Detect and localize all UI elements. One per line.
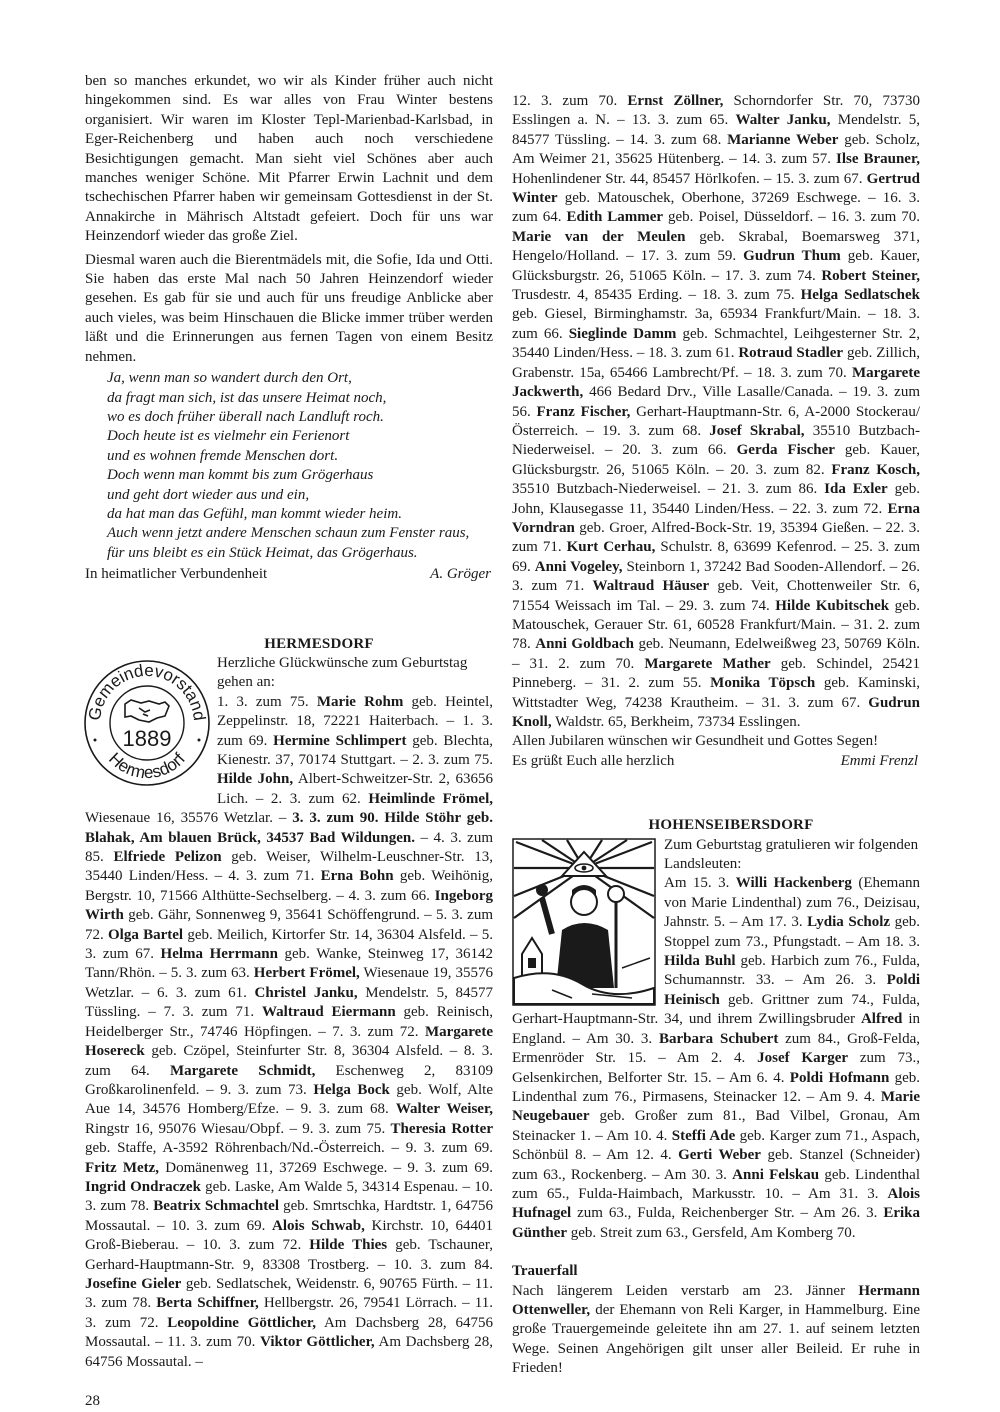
entry-text: geb. Giesel, Birminghamstr. 3a, 65934 Frankfurt/Main. – 18. 3. zum 66. (512, 306, 920, 342)
person-name: Helma Herrmann (160, 946, 278, 963)
right-column (512, 92, 920, 1379)
entry-text: Mendelstr. 5, 84577 Tüssling. – 14. 3. zum 68. (512, 112, 921, 148)
entry-text: in England. – Am 30. 3. (512, 1011, 920, 1047)
entry-text: geb. John, Klausegasse 11, 35440 Linden/Hess. – 22. 3. zum 72. (512, 481, 920, 517)
person-name: Herbert Frömel, (253, 965, 360, 982)
entry-text: geb. Streit zum 63., Gersfeld, Am Komberg 70. (567, 1224, 856, 1241)
person-name: Willi Hackenberg (735, 875, 852, 892)
person-name: Margarete Hosereck (85, 1023, 493, 1060)
entry-text: Nach längerem Leiden verstarb am 23. Jänner (512, 1282, 859, 1299)
section-heading-trauerfall: Trauerfall (512, 1263, 578, 1280)
hermesdorf-intro: Herzliche Glückwünsche zum Geburtstag gehen an: (217, 654, 468, 691)
entry-text: Albert-Schweitzer-Str. 2, 63656 Lich. – 2. 3. zum 62. (217, 771, 493, 807)
hermesdorf-birthday-list (85, 693, 493, 1372)
poem-line: Doch heute ist es vielmehr ein Ferienort (107, 428, 350, 445)
entry-text: geb. Groer, Alfred-Bock-Str. 19, 35394 Gießen. – 22. 3. zum 71. (512, 519, 920, 556)
entry-text: Am 15. 3. (664, 875, 736, 892)
person-name: Margarete Mather (644, 655, 771, 672)
person-name: Rotraud Stadler (738, 345, 844, 362)
page-number: 28 (85, 1393, 100, 1409)
entry-text: Eschenweg 2, 83109 Großkarolinenfeld. – 9. 3. zum 73. (85, 1062, 494, 1098)
person-name: Sieglinde Damm (568, 325, 677, 342)
person-name: Poldi Hofmann (789, 1069, 890, 1086)
person-name: Anni Vogeley, (534, 558, 623, 575)
poem-line: da fragt man sich, ist das unsere Heimat noch, (107, 389, 387, 406)
person-name: Lydia Scholz (807, 914, 891, 931)
person-name: Ingrid Ondraczek (85, 1178, 201, 1195)
section-heading-hohenseibersdorf: HOHENSEIBERSDORF (648, 817, 814, 834)
greeting-author: Emmi Frenzl (840, 752, 918, 769)
person-name: Monika Töpsch (710, 675, 816, 692)
person-name: Theresia Rotter (390, 1120, 493, 1137)
entry-text: geb. Großer zum 81., Bad Vilbel, Gronau, Am Steinacker 1. – Am 10. 4. (512, 1108, 920, 1144)
entry-text: geb. Matouschek, Gerauer Str. 61, 60528 Frankfurt/Main. – 31. 2. zum 78. (512, 597, 920, 653)
person-name: Marianne Weber (727, 131, 839, 148)
entry-text: geb. Matouschek, Oberhone, 37269 Eschwege. – 16. 3. zum 64. (512, 190, 920, 226)
entry-text: geb. Zillich, Grabenstr. 15a, 65466 Lambrecht/Pf. – 18. 3. zum 70. (512, 345, 920, 381)
poem-line: für uns bleibt es ein Stück Heimat, das Grögerhaus. (107, 544, 418, 561)
person-name: Erna Bohn (320, 868, 394, 885)
svg-text:Gemeindevorstand: Gemeindevorstand (84, 660, 210, 722)
entry-text: geb. Laske, Am Walde 5, 34314 Espenau. – 10. 3. zum 78. (85, 1178, 493, 1215)
person-name: Gudrun Knoll, (512, 694, 920, 730)
person-name: Edith Lammer (566, 209, 664, 226)
person-name: Josef Karger (757, 1050, 849, 1067)
person-name: Margarete Jackwerth, (512, 364, 920, 401)
person-name: Fritz Metz, (85, 1159, 160, 1176)
person-name: Hilde Thies (309, 1237, 388, 1254)
entry-text: Gerhart-Hauptmann-Str. 6, A-2000 Stockerau/Österreich. – 19. 3. zum 68. (512, 403, 920, 439)
person-name: Hermann Ottenweller, (512, 1282, 920, 1318)
entry-text: Am Dachsberg 28, 64756 Mossautal. – 11. 3. zum 70. (85, 1314, 493, 1351)
person-name: Beatrix Schmachtel (153, 1198, 280, 1215)
entry-text: der Ehemann von Reli Karger, in Hammelburg. Eine große Trauergemeinde geleitete ihn am 27. 1. auf seinem letzten Wege. Seinen Angehörigen gilt unser aller Beileid. Er ruhe in Frieden! (512, 1301, 920, 1377)
person-name: Gertrud Winter (512, 170, 920, 207)
poem-line: Ja, wenn man so wandert durch den Ort, (107, 370, 352, 387)
person-name: Poldi Heinisch (664, 972, 920, 1008)
entry-text: Mendelstr. 5, 84577 Tüssling. – 7. 3. zum 71. (85, 984, 494, 1021)
poem-line: wo es doch früher überall nach Landluft roch. (107, 408, 384, 425)
person-name: Marie van der Meulen (512, 228, 686, 245)
person-name: Leopoldine Göttlicher, (167, 1314, 316, 1331)
left-column (85, 72, 493, 1411)
person-name: Josef Skrabal, (709, 422, 805, 439)
person-name: Walter Janku, (735, 112, 831, 129)
svg-text:1889: 1889 (122, 725, 172, 751)
person-name: Helga Sedlatschek (800, 287, 920, 304)
birthday-list-continued (512, 92, 920, 732)
person-name: Erna Vorndran (512, 500, 920, 536)
entry-text: Ringstr 16, 95076 Wiesau/Obpf. – 9. 3. zum 75. (85, 1120, 391, 1137)
person-name: Anni Goldbach (535, 636, 634, 653)
person-name: Gudrun Thum (743, 248, 841, 265)
entry-text: geb. Blechta, Kienestr. 37, 70174 Stuttgart. – 2. 3. zum 75. (217, 732, 493, 768)
poem-line: und geht dort wieder aus und ein, (107, 486, 310, 503)
entry-text: Hellbergstr. 26, 79541 Lörrach. – 11. 3. zum 72. (85, 1295, 493, 1331)
person-name: Waltraud Häuser (592, 578, 710, 595)
entry-text: (Ehemann von Marie Lindenthal) zum 76., Deizisau, Jahnstr. 5. – Am 17. 3. (664, 875, 921, 931)
entry-text: geb. Poisel, Düsseldorf. – 16. 3. zum 70. (663, 209, 921, 226)
person-name: Alois Hufnagel (512, 1185, 920, 1222)
person-name: Alois Schwab, (272, 1217, 365, 1234)
gemeindevorstand-stamp-logo (83, 656, 211, 790)
entry-text: – 4. 3. zum 85. (85, 829, 493, 866)
greeting: Es grüßt Euch alle herzlich (512, 752, 675, 769)
entry-text: geb. Sedlatschek, Weidenstr. 6, 90765 Fürth. – 11. 3. zum 78. (85, 1275, 493, 1312)
hohenseibersdorf-section (512, 836, 920, 1244)
signoff (512, 752, 920, 771)
intro-paragraph: Diesmal waren auch die Bierentmädels mit, die Sofie, Ida und Otti. Sie haben das erste Mal nach 50 Jahren Heinzendorf wieder gesehen. Es gab für sie und auch für uns freudige Anblicke aber auch vieles, was beim Hinschauen die Blicke immer trüber werden läßt und die Erinnerungen aus fernen Tagen von einem Besitz nehmen. (85, 251, 493, 365)
person-name: Ingeborg Wirth (85, 887, 493, 924)
entry-text: geb. Weihönig, Bergstr. 10, 71566 Althütte-Sechselberg. – 4. 3. zum 66. (85, 868, 493, 904)
entry-text: geb. Schmachtel, Leihgesterner Str. 2, 35440 Linden/Hess. – 18. 3. zum 61. (512, 325, 920, 362)
author: A. Gröger (430, 566, 491, 583)
person-name: Berta Schiffner, (156, 1295, 259, 1312)
person-name: Alfred (860, 1011, 903, 1028)
entry-text: Steinborn 1, 37242 Bad Sooden-Allendorf. – 26. 3. zum 71. (512, 558, 920, 595)
entry-text: geb. Wolf, Alte Aue 14, 34576 Homberg/Efze. – 9. 3. zum 68. (85, 1081, 494, 1118)
person-name: Hermine Schlimpert (273, 732, 407, 749)
person-name: Marie Rohm (316, 693, 404, 710)
entry-text: geb. Kaminski, Wittstadter Weg, 74238 Krautheim. – 31. 3. zum 67. (512, 675, 920, 711)
person-name: Gerti Weber (678, 1147, 761, 1164)
entry-text: geb. Wanke, Steinweg 17, 36142 Tann/Rhön. – 5. 3. zum 63. (85, 946, 494, 982)
person-name: Olga Bartel (108, 926, 184, 943)
person-name: Kurt Cerhau, (566, 539, 656, 556)
person-name: Franz Kosch, (831, 461, 921, 478)
entry-text: Kirchstr. 10, 64401 Groß-Bieberau. – 10. 3. zum 72. (85, 1217, 493, 1254)
person-name: Heimlinde Frömel, (368, 790, 493, 807)
person-name: Marie Neugebauer (512, 1088, 920, 1125)
person-name: Ida Exler (824, 481, 888, 498)
entry-text: geb. Smrtschka, Hardtstr. 1, 64756 Mossautal. – 10. 3. zum 69. (85, 1198, 494, 1234)
person-name: Elfriede Pelizon (113, 849, 222, 866)
entry-text: geb. Harbich zum 76., Fulda, Schumannstr. 33. – Am 26. 3. (664, 953, 920, 989)
hohenseibersdorf-intro: Zum Geburtstag gratulieren wir folgenden Landsleuten: (664, 836, 919, 873)
person-name: Margarete Schmidt, (170, 1062, 316, 1079)
entry-text: Schulstr. 8, 63699 Kefenrod. – 25. 3. zum 69. (512, 539, 921, 575)
entry-text: Trusdestr. 4, 85435 Erding. – 18. 3. zum 75. (512, 287, 801, 304)
entry-text: Hohenlindener Str. 44, 85457 Hörlkofen. – 15. 3. zum 67. (512, 170, 867, 187)
person-name: Waltraud Eiermann (262, 1004, 396, 1021)
section-heading-hermesdorf: HERMESDORF (264, 635, 374, 652)
poem-line: und es wohnen fremde Menschen dort. (107, 447, 339, 464)
entry-text: Wiesenaue 19, 35576 Wetzlar. – 6. 3. zum 61. (85, 965, 493, 1001)
person-name: Ilse Brauner, (836, 151, 920, 168)
entry-text: zum 63., Fulda, Reichenberger Str. – Am 26. 3. (571, 1205, 884, 1222)
entry-text: 466 Bedard Drv., Ville Lasalle/Canada. – 19. 3. zum 56. (512, 384, 920, 420)
entry-text: geb. Karger zum 71., Aspach, Schönbül 8. – Am 12. 4. (512, 1127, 920, 1164)
entry-text: zum 73., Gelsenkirchen, Belforter Str. 15. – Am 6. 4. (512, 1050, 920, 1086)
intro-paragraph: ben so manches erkundet, wo wir als Kinder früher auch nicht hingekommen sind. Es war alles von Frau Winter bestens organisiert. Wir waren im Kloster Tepl-Marienbad-Karlsbad, in Eger-Reichenberg und haben auch noch verschiedene Besichtigungen gemacht. Man sieht viel Schönes aber auch manches weniger Schöne. Mit Pfarrer Erwin Lachnit und dem tschechischen Pfarrer haben wir gemeinsam Gottesdienst in der St. Annakirche in Mährisch Altstadt gefeiert. Doch für uns war Heinzendorf wieder das große Ziel. (85, 73, 493, 245)
person-name: Viktor Göttlicher, (260, 1334, 375, 1351)
wish-text: Allen Jubilaren wünschen wir Gesundheit und Gottes Segen! (512, 733, 879, 750)
person-name: Barbara Schubert (659, 1030, 779, 1047)
entry-text: geb. Reinisch, Heidelberger Str., 74746 Höpfingen. – 7. 3. zum 72. (85, 1004, 494, 1040)
entry-text: 35510 Butzbach-Niederweisel. – 20. 3. zum 66. (512, 422, 921, 459)
person-name: Hilde John, (217, 771, 294, 788)
handshake-icon (125, 700, 169, 722)
entry-text: geb. Lindenthal zum 76., Pirmasens, Steinacker 12. – Am 9. 4. (512, 1069, 920, 1105)
entry-text: geb. Veit, Chottenweiler Str. 6, 71554 Weissach im Tal. – 29. 3. zum 74. (512, 578, 921, 614)
person-name: Anni Felskau (732, 1166, 820, 1183)
person-name: Robert Steiner, (821, 267, 921, 284)
entry-text: geb. Lindenthal zum 65., Fulda-Haimbach, Markusstr. 10. – Am 31. 3. (512, 1166, 921, 1202)
entry-text: geb. Meilich, Kirtorfer Str. 14, 36304 Alsfeld. – 5. 3. zum 67. (85, 926, 493, 963)
entry-text: geb. Skrabal, Boemarsweg 371, Hengelo/Holland. – 17. 3. zum 59. (512, 228, 920, 265)
entry-text: geb. Gähr, Sonnenweg 9, 35641 Schöffengrund. – 5. 3. zum 72. (85, 907, 493, 943)
entry-text: Waldstr. 65, Berkheim, 73734 Esslingen. (551, 714, 801, 730)
poem-line: da hat man das Gefühl, man kommt wieder heim. (107, 505, 402, 522)
person-name: Christel Janku, (254, 984, 358, 1001)
poem (107, 369, 493, 563)
entry-text: geb. Schindel, 25421 Pinneberg. – 31. 2. zum 55. (512, 655, 920, 692)
person-name: Helga Bock (313, 1081, 390, 1098)
entry-text: 12. 3. zum 70. (512, 93, 628, 109)
svg-text:Hermesdorf: Hermesdorf (105, 748, 189, 783)
signoff (85, 565, 493, 584)
person-name: Josefine Gieler (85, 1275, 182, 1292)
closing: In heimatlicher Verbundenheit (85, 566, 268, 583)
person-name: Steffi Ade (671, 1127, 736, 1144)
entry-text: geb. Weiser, Wilhelm-Leuschner-Str. 13, 35440 Linden/Hess. – 4. 3. zum 71. (85, 849, 494, 885)
entry-text: 35510 Butzbach-Niederweisel. – 21. 3. zum 86. (512, 481, 825, 498)
entry-text: Wiesenaue 16, 35576 Wetzlar. – (85, 810, 293, 827)
entry-text: geb. Grittner zum 74., Fulda, Gerhart-Hauptmann-Str. 34, und ihrem Zwillingsbruder (512, 991, 920, 1028)
entry-text: geb. Czöpel, Steinfurter Str. 8, 36304 Alsfeld. – 8. 3. zum 64. (85, 1043, 493, 1079)
person-name: Gerda Fischer (736, 442, 835, 459)
person-name: Franz Fischer, (536, 403, 631, 420)
entry-text: geb. Kauer, Glücksburgstr. 26, 51065 Köln. – 20. 3. zum 82. (512, 442, 920, 478)
person-name: Hilda Buhl (664, 953, 736, 970)
entry-text: geb. Staffe, A-3592 Röhrenbach/Nd.-Österreich. – 9. 3. zum 69. (85, 1140, 493, 1157)
entry-text: geb. Heintel, Zeppelinstr. 18, 72221 Haiterbach. – 1. 3. zum 69. (217, 693, 494, 749)
person-name: Walter Weiser, (395, 1101, 493, 1118)
entry-text: Domänenweg 11, 37269 Eschwege. – 9. 3. zum 69. (159, 1159, 493, 1176)
poem-line: Auch wenn jetzt andere Menschen schaun zum Fenster raus, (107, 525, 470, 542)
entry-text: 1. 3. zum 75. (217, 693, 317, 710)
entry-text: zum 84., Groß-Felda, Ermenröder Str. 15. – Am 2. 4. (512, 1030, 920, 1067)
entry-text: Schorndorfer Str. 70, 73730 Esslingen a. N. – 13. 3. zum 65. (512, 93, 920, 129)
entry-text: Am Dachsberg 28, 64756 Mossautal. – (85, 1334, 493, 1370)
entry-text: geb. Neumann, Edelweißweg 23, 50769 Köln. – 31. 2. zum 70. (512, 636, 921, 672)
person-name: Hilde Kubitschek (775, 597, 890, 614)
entry-text: geb. Kauer, Glücksburgstr. 26, 51065 Köln. – 17. 3. zum 74. (512, 248, 921, 284)
person-name: Erika Günther (512, 1205, 920, 1241)
entry-text: geb. Stanzel (Schneider) zum 63., Rockenberg. – Am 30. 3. (512, 1147, 920, 1183)
person-name: Ernst Zöllner, (627, 93, 724, 109)
entry-text: geb. Scholz, Am Weimer 21, 35625 Hütenberg. – 14. 3. zum 57. (512, 131, 920, 168)
hermesdorf-section (85, 654, 493, 1372)
entry-text: geb. Tschauner, Gerhard-Hauptmann-Str. 9, 83308 Trostberg. – 10. 3. zum 84. (85, 1237, 493, 1273)
person-name: 3. 3. zum 90. Hilde Stöhr geb. Blahak, Am blauen Brück, 34537 Bad Wildungen. (85, 810, 493, 846)
entry-text: geb. Stoppel zum 73., Pfungstadt. – Am 18. 3. (664, 914, 920, 950)
trauerfall-text (512, 1282, 920, 1379)
woodcut-illustration (512, 838, 656, 1006)
poem-line: Doch wenn man kommt bis zum Grögerhaus (107, 467, 374, 484)
